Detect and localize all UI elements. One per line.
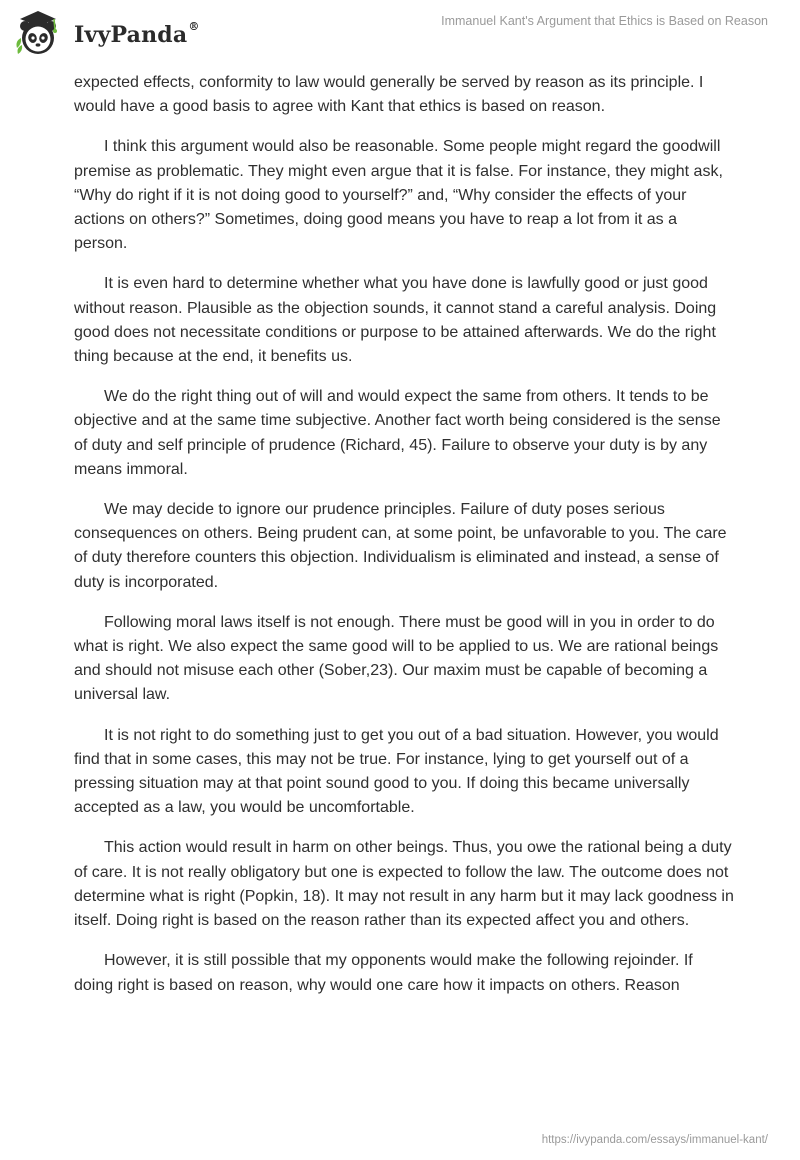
essay-body (74, 71, 734, 1014)
paragraph-2: I think this argument would also be reasonable. Some people might regard the goodwill premise as problematic. They might even argue that it is false. For instance, they might ask, “Why do right if it is not doing good to yourself?” and, “Why consider the effects of your actions on others?” Sometimes, doing good means you have to reap a lot from it as a person. (74, 138, 723, 253)
paragraph-9: However, it is still possible that my opponents would make the following rejoinder. If doing right is based on reason, why would one care how it impacts on others. Reason (74, 952, 693, 994)
document-title: Immanuel Kant's Argument that Ethics is Based on Reason (441, 14, 768, 28)
registered-mark: ® (188, 20, 200, 33)
panda-graduation-cap-logo-icon (14, 8, 66, 58)
brand-name (74, 22, 200, 48)
page-header (0, 0, 800, 70)
paragraph-4: We do the right thing out of will and would expect the same from others. It tends to be objective and at the same time subjective. Another fact worth being considered is the sense of duty and self principle of prudence (Richard, 45). Failure to observe your duty is by any means immoral. (74, 388, 721, 478)
source-url[interactable]: https://ivypanda.com/essays/immanuel-kant/ (541, 1134, 768, 1146)
paragraph-7: It is not right to do something just to get you out of a bad situation. However, you would find that in some cases, this may not be true. For instance, lying to get yourself out of a pressing situation may at that point sound good to you. If doing this became universally accepted as a law, you would be uncomfortable. (74, 726, 719, 817)
brand-logo[interactable] (14, 8, 200, 58)
paragraph-1: expected effects, conformity to law would generally be served by reason as its principle. I would have a good basis to agree with Kant that ethics is based on reason. (74, 74, 704, 116)
paragraph-8: This action would result in harm on other beings. Thus, you owe the rational being a duty of care. It is not really obligatory but one is expected to follow the law. The outcome does not determine what is right (Popkin, 18). It may not result in any harm but it may lack goodness in itself. Doing right is based on the reason rather than its expected affect you and others. (74, 839, 734, 930)
paragraph-5: We may decide to ignore our prudence principles. Failure of duty poses serious consequences on others. Being prudent can, at some point, be unfavorable to you. The care of duty therefore counters this objection. Individualism is eliminated and instead, a sense of duty is incorporated. (74, 501, 727, 591)
paragraph-6: Following moral laws itself is not enough. There must be good will in you in order to do what is right. We also expect the same good will to be applied to us. We are rational beings and should not misuse each other (Sober,23). Our maxim must be capable of becoming a universal law. (74, 613, 719, 704)
brand-name-text: IvyPanda (74, 22, 188, 48)
paragraph-3: It is even hard to determine whether what you have done is lawfully good or just good without reason. Plausible as the objection sounds, it cannot stand a careful analysis. Doing good does not necessitate conditions or purpose to be attained afterwards. We do the right thing because at the end, it benefits us. (74, 275, 717, 366)
